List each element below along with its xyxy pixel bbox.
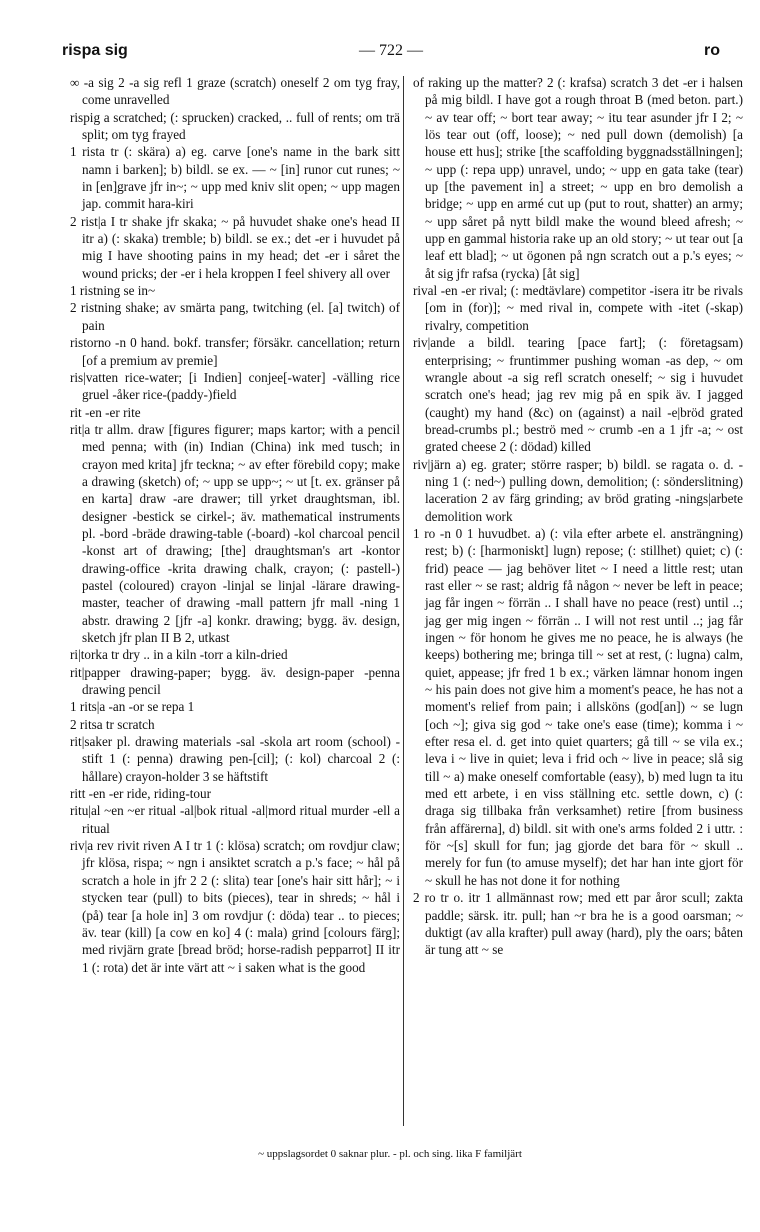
dictionary-entry: 1 rits|a -an -or se repa 1 [70, 699, 195, 715]
dictionary-entry: 1 ristning se in~ [70, 283, 156, 299]
dictionary-entry: 2 ro tr o. itr 1 allmännast row; med ett par åror scull; zakta paddle; särsk. itr. pull; han ~r bra he is a good oarsman; ~ duktigt (av alla krafter) pull away (hard), ply the oars; båten är tung att ~ se [413, 890, 743, 958]
dictionary-entry: riv|a rev rivit riven A I tr 1 (: klösa) scratch; om rovdjur claw; jfr klösa, rispa; ~ ngn i ansiktet scratch a p.'s face; ~ hål på scratch a hole in jfr 2 2 (: slita) tear [one's hair sitt hår]; ~ i stycken tear (pull) to bits (pieces), tear in shreds; ~ hål i (på) tear [a hole in] 3 om rovdjur (: döda) tear .. to pieces; äv. tear (kill) [a cow en ko] 4 (: mala) grind [colours färg]; med rivjärn grate [bread bröd; horse-radish pepparrot] II itr 1 (: rota) det är inte värt att ~ i saken what is the good [70, 838, 400, 975]
abbreviation-key: ~ uppslagsordet 0 saknar plur. - pl. och sing. lika F familjärt [258, 1148, 522, 1160]
dictionary-entry: ristorno -n 0 hand. bokf. transfer; försäkr. cancellation; return [of a premium av premie] [70, 335, 400, 368]
running-head-left: rispa sig [62, 42, 128, 59]
dictionary-entry: 2 ristning shake; av smärta pang, twitching (el. [a] twitch) of pain [70, 300, 400, 333]
dictionary-entry: rit -en -er rite [70, 404, 141, 420]
dictionary-entry: 2 ritsa tr scratch [70, 716, 155, 732]
right-column [413, 74, 743, 1134]
column-divider [403, 76, 404, 1126]
dictionary-entry: riv|järn a) eg. grater; större rasper; b) bildl. se ragata o. d. -ning 1 (: ned~) pulling down, demolition; (: sönderslitning) laceration 2 av färg grinding; av bröd grating -nings|arbete demolition work [413, 456, 743, 524]
dictionary-entry: 2 rist|a I tr shake jfr skaka; ~ på huvudet shake one's head II itr a) (: skaka) tremble; b) bildl. se ex.; det -er i huvudet på mig I have shooting pains in my head; det -er i såret the wound pricks; der -er i hela kroppen I feel shivery all over [70, 213, 400, 281]
dictionary-entry: 1 ro -n 0 1 huvudbet. a) (: vila efter arbete el. ansträngning) rest; b) (: [harmoniskt] lugn) repose; (: stillhet) quiet; c) (: frid) peace — jag behöver litet ~ I need a little rest; utan rast eller ~ se rast; aldrig få någon ~ never be left in peace; jag får ingen ~ förrän .. I shall have no peace (rest) until ..; jag ger mig ingen ~ förrän .. I will not rest until ..; jag får ingen ~ för honom he gives me no peace, he is always (he keeps) bothering me; bringa till ~ set at rest, (: lugna) calm, quiet, appease; jfr fred 1 b ex.; värken lämnar honom ingen ~ his pain does not give him a moment's peace, he has not a moment's relief from pain; i allsköns (god[an]) ~ se lugn [och ~]; giva sig god ~ take one's ease (time); komma i ~ efter resa el. d. get into quiet quarters; gå till ~ se vila ex.; leva i ~ live in quiet; leva i frid och ~ live in peace; slå sig till ~ a) make oneself comfortable (easy), b) med lugn ta itu med ett arbete, i en viss ställning etc. settle down, c) (: draga sig tillbaka från verksamhet) retire [from business från affärerna], d) bildl. sit with one's arms folded 2 i uttr. : för ~[s] skull for fun; jag gjorde det bara för ~ skull .. merely for fun (to amuse myself); det har han inte gjort för ~ skull he has not done it for nothing [413, 525, 743, 888]
dictionary-entry: ritu|al ~en ~er ritual -al|bok ritual -al|mord ritual murder -ell a ritual [70, 803, 400, 836]
left-column [70, 74, 400, 1134]
dictionary-entry: of raking up the matter? 2 (: krafsa) scratch 3 det -er i halsen på mig bildl. I have got a rough throat B (med beton. part.) ~ av tear off; ~ bort tear away; ~ itu tear asunder jfr I 2; ~ lös tear out (off, loose); ~ ned pull down (demolish) [a house ett hus]; strike [the scaffolding byggnadsställningen]; ~ upp (: repa upp) unravel, undo; ~ upp en gata take (tear) up [the pavement in] a street; ~ upp en bro demolish a bridge; ~ upp en armé cut up (put to rout, shatter) an army; ~ upp såret på nytt bildl make the wound bleed afresh; ~ upp en gammal historia rake up an old story; ~ ut tear out [a leaf ett blad]; ~ ut ögonen på ngn scratch out a p.'s eyes; ~ åt sig jfr rafsa (rycka) [åt sig] [413, 75, 743, 281]
dictionary-entry: rispig a scratched; (: sprucken) cracked, .. full of rents; om trä split; om tyg frayed [70, 109, 400, 143]
dictionary-entry: rival -en -er rival; (: medtävlare) competitor -isera itr be rivals [om in (for)]; ~ med rival in, compete with -itet (-skap) rivalry, competition [413, 283, 743, 333]
page-number: — 722 — [359, 42, 423, 59]
dictionary-entry: rit|saker pl. drawing materials -sal -skola art room (school) -stift 1 (: penna) drawing pen-[cil]; (: kol) charcoal 2 (: hållare) crayon-holder 3 se häftstift [70, 734, 400, 784]
dictionary-entry: rit|a tr allm. draw [figures figurer; maps kartor; with a pencil med penna; with (in) Indian (China) ink med tusch; in crayon med krita] jfr teckna; ~ av efter förebild copy; make a drawing (sketch) of; ~ upp se upp~; ~ ut [t. ex. gränser på en karta] draw -are drawer; till yrket draughtsman, ibl. designer -bestick se cirkel-; äv. mathematical instruments pl. -bord -bräde drawing-table (-board) -kol charcoal pencil -konst art of drawing; [the] draughtsman's art -kontor drawing-office -krita drawing chalk, crayon; (: pastell-) pastel (coloured) crayon -linjal se linjal -lärare drawing-master, teacher of drawing -mall pattern jfr mall -ning 1 abstr. drawing 2 [jfr -a] konkr. drawing; bygg. äv. design, sketch jfr plan II B 2, utkast [70, 421, 400, 645]
dictionary-entry: ri|torka tr dry .. in a kiln -torr a kiln-dried [70, 647, 288, 663]
dictionary-entry: riv|ande a bildl. tearing [pace fart]; (: företagsam) enterprising; ~ fruntimmer pushing woman -as dep, ~ om wrangle about -a sig refl scratch oneself; ~ sig i huvudet scratch one's head; jag rev mig på en spik äv. I jagged (caught) my hand (&c) on (against) a nail -e|bröd grated bread-crumbs pl.; beströ med ~ crumb -en a 1 jfr -a; ~ ost grated cheese 2 (: dödad) killed [413, 335, 743, 455]
running-head-right: ro [704, 42, 720, 59]
dictionary-entry: ris|vatten rice-water; [i Indien] conjee[-water] -välling rice gruel -åker rice-(paddy-)field [70, 369, 400, 403]
page-header [62, 40, 720, 64]
dictionary-entry: ritt -en -er ride, riding-tour [70, 786, 211, 802]
dictionary-entry: ∞ -a sig 2 -a sig refl 1 graze (scratch) oneself 2 om tyg fray, come unravelled [70, 75, 400, 108]
dictionary-entry: rit|papper drawing-paper; bygg. äv. design-paper -penna drawing pencil [70, 664, 400, 698]
dictionary-entry: 1 rista tr (: skära) a) eg. carve [one's name in the bark sitt namn i barken]; b) bildl. se ex. — ~ [in] runor cut runes; ~ in [en]grave jfr in~; ~ upp med kniv slit open; ~ upp magen jap. commit hara-kiri [70, 144, 400, 212]
